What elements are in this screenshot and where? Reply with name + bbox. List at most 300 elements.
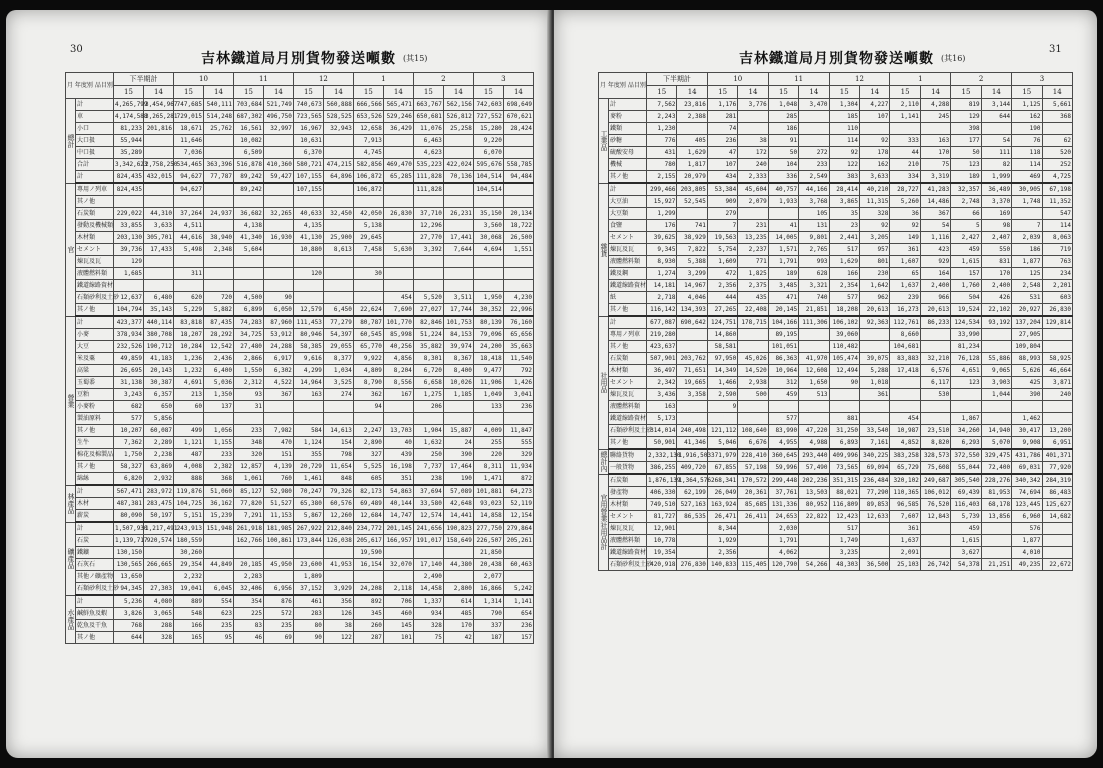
table-cell: 934: [413, 608, 443, 620]
table-row: [66, 571, 534, 583]
table-cell: [503, 571, 533, 583]
table-cell: 51,527: [263, 498, 293, 510]
table-cell: [859, 329, 889, 341]
table-cell: 163: [293, 389, 323, 401]
table-cell: 28,424: [503, 123, 533, 135]
table-cell: 644: [114, 632, 144, 644]
table-cell: 236,484: [859, 474, 889, 487]
table-cell: 690,642: [677, 316, 707, 329]
table-cell: 534,465: [173, 159, 203, 171]
table-cell: 1,929: [707, 535, 737, 547]
table-cell: 41,130: [293, 232, 323, 244]
table-cell: 64,896: [323, 171, 353, 184]
table-cell: [233, 196, 263, 208]
table-cell: 149: [890, 232, 920, 244]
table-cell: 3,627: [951, 547, 981, 559]
row-label: 聯絡貨物: [609, 449, 647, 462]
table-cell: 219,280: [647, 329, 677, 341]
table-cell: 3,358: [677, 389, 707, 401]
table-cell: 528,525: [323, 111, 353, 123]
table-cell: 54: [981, 135, 1011, 147]
table-cell: [443, 183, 473, 196]
table-cell: 36,682: [233, 208, 263, 220]
table-cell: 36,497: [647, 365, 677, 377]
table-cell: 53,912: [263, 329, 293, 341]
table-cell: 1,217,491: [144, 522, 174, 535]
table-cell: 1,426: [503, 377, 533, 389]
table-cell: 361: [890, 523, 920, 535]
table-cell: 50: [768, 147, 798, 159]
table-cell: 266,665: [144, 559, 174, 571]
section-label: 總計內: [600, 451, 608, 472]
table-cell: 677,087: [647, 316, 677, 329]
table-cell: [738, 111, 768, 123]
table-row: [599, 268, 1073, 280]
table-cell: 123: [951, 377, 981, 389]
table-cell: 57,198: [738, 462, 768, 475]
table-cell: 5,151: [173, 510, 203, 523]
table-cell: [951, 389, 981, 401]
table-cell: 81,727: [647, 511, 677, 523]
table-cell: 114: [1012, 159, 1042, 171]
table-cell: 7,458: [353, 244, 383, 256]
table-cell: 240,498: [677, 425, 707, 437]
table-cell: 76,160: [503, 316, 533, 329]
table-cell: 68,178: [981, 499, 1011, 511]
year-header: 15: [829, 86, 859, 99]
table-cell: 189: [768, 268, 798, 280]
table-cell: 41,283: [920, 183, 950, 196]
year-header: 15: [768, 86, 798, 99]
table-cell: 1,141: [890, 111, 920, 123]
month-header: 2: [413, 73, 473, 86]
table-cell: 4,008: [173, 461, 203, 473]
table-cell: [323, 196, 353, 208]
table-cell: 226,507: [473, 535, 503, 547]
table-row: [66, 292, 534, 304]
table-cell: 3,321: [799, 280, 829, 292]
table-cell: [677, 547, 707, 559]
table-cell: 1,791: [768, 256, 798, 268]
table-cell: 496,750: [263, 111, 293, 123]
row-label: 煉瓦及瓦: [609, 389, 647, 401]
table-cell: 203,130: [114, 232, 144, 244]
table-cell: [859, 401, 889, 413]
table-cell: 595,676: [473, 159, 503, 171]
table-cell: 101,770: [383, 316, 413, 329]
table-cell: 140,833: [707, 559, 737, 571]
table-cell: 11,153: [263, 510, 293, 523]
table-cell: 82,846: [413, 316, 443, 329]
table-cell: 44: [890, 147, 920, 159]
table-cell: [738, 535, 768, 547]
table-cell: 26,411: [738, 511, 768, 523]
table-cell: 46,664: [1042, 365, 1073, 377]
table-cell: 14,349: [707, 365, 737, 377]
row-label: 石炭類: [609, 353, 647, 365]
row-label: 鐵及鋼: [609, 268, 647, 280]
table-row: [599, 535, 1073, 547]
table-cell: [677, 329, 707, 341]
row-label: 木材: [76, 498, 114, 510]
table-cell: 163: [647, 401, 677, 413]
table-cell: 461: [293, 595, 323, 608]
table-cell: 23: [829, 220, 859, 232]
table-cell: 30: [353, 268, 383, 280]
row-label: 豆粕: [76, 389, 114, 401]
table-cell: 37,710: [413, 208, 443, 220]
table-cell: 4,694: [473, 244, 503, 256]
table-cell: 3,865: [829, 196, 859, 208]
table-cell: [829, 389, 859, 401]
table-row: [66, 183, 534, 196]
row-label: 玉蜀黍: [76, 377, 114, 389]
table-cell: 2,765: [799, 244, 829, 256]
row-label: 煉瓦及瓦: [76, 256, 114, 268]
table-cell: 5,236: [114, 595, 144, 608]
year-header: 15: [951, 86, 981, 99]
table-cell: 86,233: [920, 316, 950, 329]
table-row: [599, 111, 1073, 123]
section-label: 營業: [66, 316, 76, 485]
table-cell: 54: [920, 220, 950, 232]
table-cell: 6,463: [413, 135, 443, 147]
table-cell: 104,725: [173, 498, 203, 510]
table-cell: 165: [173, 632, 203, 644]
section-label: 水產品: [66, 595, 76, 644]
table-cell: 20,438: [473, 559, 503, 571]
table-cell: 18,722: [503, 220, 533, 232]
row-label: 大豆油: [609, 196, 647, 208]
row-label: 石炭: [76, 535, 114, 547]
table-cell: [890, 389, 920, 401]
table-cell: 582,856: [353, 159, 383, 171]
table-row: [599, 316, 1073, 329]
table-cell: 1,571: [768, 244, 798, 256]
table-cell: 212,840: [323, 522, 353, 535]
table-row: [599, 487, 1073, 499]
table-cell: [144, 196, 174, 208]
table-cell: 18,418: [473, 353, 503, 365]
table-cell: 17,418: [890, 365, 920, 377]
table-row: [66, 268, 534, 280]
table-cell: 520: [1042, 147, 1073, 159]
table-cell: 1,817: [677, 159, 707, 171]
table-cell: 131,336: [768, 499, 798, 511]
table-cell: 19,563: [707, 232, 737, 244]
table-cell: 50: [951, 147, 981, 159]
table-cell: [677, 413, 707, 425]
table-cell: 2,800: [443, 583, 473, 596]
table-cell: [443, 571, 473, 583]
table-cell: 819: [951, 99, 981, 111]
table-cell: [473, 256, 503, 268]
table-row: [66, 473, 534, 486]
table-cell: 42: [443, 632, 473, 644]
table-row: [66, 280, 534, 292]
table-cell: 1,116: [920, 232, 950, 244]
table-row: [599, 159, 1073, 171]
table-cell: [353, 256, 383, 268]
table-cell: 202,236: [799, 474, 829, 487]
table-cell: 74: [707, 123, 737, 135]
table-cell: 425: [1012, 377, 1042, 389]
table-cell: 472: [707, 268, 737, 280]
table-cell: 2,091: [890, 547, 920, 559]
table-cell: 5,242: [503, 583, 533, 596]
table-cell: 1,642: [859, 280, 889, 292]
table-row: [66, 99, 534, 111]
table-cell: 8,311: [473, 461, 503, 473]
table-cell: 962: [859, 292, 889, 304]
table-cell: 1,299: [647, 208, 677, 220]
row-label: 硫酸安母: [609, 147, 647, 159]
table-cell: 80,952: [799, 499, 829, 511]
table-cell: [473, 413, 503, 425]
table-cell: 39,060: [829, 329, 859, 341]
table-cell: 1,061: [233, 473, 263, 486]
table-cell: 241,656: [413, 522, 443, 535]
table-row: [66, 353, 534, 365]
table-cell: 1,615: [951, 535, 981, 547]
table-cell: 58,327: [114, 461, 144, 473]
table-cell: 1,615: [951, 256, 981, 268]
table-cell: 50,901: [647, 437, 677, 450]
table-cell: 101: [383, 632, 413, 644]
table-cell: 41,346: [677, 437, 707, 450]
table-cell: 14,613: [323, 425, 353, 437]
table-cell: [144, 280, 174, 292]
table-cell: 390: [443, 449, 473, 461]
table-cell: 30,417: [1012, 425, 1042, 437]
table-cell: 790: [473, 608, 503, 620]
row-label: 小麥粉: [76, 401, 114, 413]
table-cell: 111,453: [293, 316, 323, 329]
table-cell: 5,626: [1012, 365, 1042, 377]
table-cell: 44,166: [799, 183, 829, 196]
table-cell: 13,703: [383, 425, 413, 437]
table-cell: 9,908: [1012, 437, 1042, 450]
table-cell: 351: [383, 473, 413, 486]
table-cell: 383,258: [890, 449, 920, 462]
table-cell: 6,893: [829, 437, 859, 450]
table-cell: 469: [1012, 171, 1042, 184]
table-cell: 12,608: [799, 365, 829, 377]
table-cell: 305,701: [144, 232, 174, 244]
table-cell: 29,645: [353, 232, 383, 244]
table-cell: 1,125: [1012, 99, 1042, 111]
table-cell: 74,694: [1012, 487, 1042, 499]
table-cell: 471: [768, 292, 798, 304]
table-cell: 299,448: [768, 474, 798, 487]
table-cell: [799, 123, 829, 135]
table-cell: 1,809: [293, 571, 323, 583]
header-row-months: [66, 73, 534, 86]
table-row: [66, 401, 534, 413]
year-header: 15: [114, 86, 144, 99]
freight-table: [65, 72, 534, 644]
table-row: [66, 244, 534, 256]
row-label: 計: [609, 316, 647, 329]
table-cell: [323, 256, 353, 268]
table-cell: 89,195: [768, 329, 798, 341]
month-header: 3: [473, 73, 533, 86]
table-cell: 39,736: [114, 244, 144, 256]
table-cell: [413, 268, 443, 280]
table-cell: 698,649: [503, 99, 533, 111]
row-label: 其ノ他: [76, 304, 114, 317]
table-cell: 29,354: [173, 559, 203, 571]
row-label: 紙: [609, 292, 647, 304]
row-label: 石炭類: [76, 208, 114, 220]
table-cell: 1,461: [293, 473, 323, 486]
table-cell: 30,387: [144, 377, 174, 389]
table-cell: 23,510: [920, 425, 950, 437]
table-cell: [293, 280, 323, 292]
table-cell: [859, 523, 889, 535]
table-cell: 166: [173, 620, 203, 632]
table-cell: 157: [951, 268, 981, 280]
table-cell: 154: [323, 437, 353, 449]
table-cell: 11,934: [503, 461, 533, 473]
table-cell: 27,027: [413, 304, 443, 317]
table-cell: 238: [413, 473, 443, 486]
row-label: セメント: [76, 244, 114, 256]
table-cell: [173, 413, 203, 425]
table-cell: 89,853: [859, 499, 889, 511]
table-cell: 106,012: [920, 487, 950, 499]
header-row-years: [66, 86, 534, 99]
table-cell: 21,851: [799, 304, 829, 317]
table-cell: 110,482: [829, 341, 859, 353]
header-row-months: [599, 73, 1073, 86]
table-cell: 20,361: [738, 487, 768, 499]
table-cell: [323, 147, 353, 159]
table-row: [599, 135, 1073, 147]
table-cell: [503, 413, 533, 425]
row-label: 發產物: [609, 487, 647, 499]
table-cell: 65,380: [293, 498, 323, 510]
table-cell: 104,166: [768, 316, 798, 329]
table-cell: 20,927: [1012, 304, 1042, 317]
table-cell: [920, 547, 950, 559]
table-cell: 1,632: [413, 437, 443, 449]
table-cell: 423,377: [114, 316, 144, 329]
table-cell: 83,818: [173, 316, 203, 329]
table-cell: 8,660: [890, 329, 920, 341]
table-row: [599, 389, 1073, 401]
table-cell: 3,205: [859, 232, 889, 244]
table-cell: [981, 341, 1011, 353]
table-cell: 6,509: [233, 147, 263, 159]
table-cell: 9,477: [473, 365, 503, 377]
table-cell: 101,051: [768, 341, 798, 353]
table-cell: 824,435: [114, 183, 144, 196]
table-cell: 3,065: [144, 608, 174, 620]
table-cell: [1042, 523, 1073, 535]
table-row: [66, 425, 534, 437]
table-row: [66, 171, 534, 184]
table-cell: 54,397: [323, 329, 353, 341]
table-cell: [677, 523, 707, 535]
table-cell: 7,607: [890, 511, 920, 523]
table-cell: 176: [647, 220, 677, 232]
table-cell: 14,860: [707, 329, 737, 341]
table-cell: 250: [413, 449, 443, 461]
table-cell: [233, 280, 263, 292]
table-cell: 101,881: [473, 485, 503, 498]
table-cell: [263, 571, 293, 583]
table-cell: 30,068: [473, 232, 503, 244]
table-cell: 30,260: [173, 547, 203, 559]
table-cell: 577: [114, 413, 144, 425]
table-cell: 6,951: [1042, 437, 1073, 450]
table-cell: 25,258: [443, 123, 473, 135]
table-cell: [203, 147, 233, 159]
table-cell: 27,303: [144, 583, 174, 596]
table-row: [599, 280, 1073, 292]
row-label: 計: [76, 316, 114, 329]
table-cell: 9: [707, 401, 737, 413]
table-cell: 4,265,799: [114, 99, 144, 111]
row-label: 其ノ他: [76, 461, 114, 473]
table-cell: 267,922: [293, 522, 323, 535]
table-cell: 10,082: [233, 135, 263, 147]
table-cell: 170: [443, 620, 473, 632]
table-cell: 70,247: [293, 485, 323, 498]
table-cell: 82: [981, 159, 1011, 171]
table-cell: 205,261: [503, 535, 533, 547]
table-cell: 2,890: [353, 437, 383, 449]
table-cell: 24,208: [353, 583, 383, 596]
table-cell: [323, 220, 353, 232]
table-cell: 30,352: [473, 304, 503, 317]
table-cell: 2,243: [647, 111, 677, 123]
table-row: [66, 159, 534, 171]
table-cell: 2,932: [144, 473, 174, 486]
table-cell: 6,370: [293, 147, 323, 159]
table-cell: 406,330: [647, 487, 677, 499]
table-cell: 4,135: [293, 220, 323, 232]
table-cell: 1,176: [707, 99, 737, 111]
table-cell: [1042, 547, 1073, 559]
table-cell: 314,014: [647, 425, 677, 437]
table-cell: 87,435: [203, 316, 233, 329]
table-cell: 100,861: [263, 535, 293, 547]
table-cell: 190,823: [443, 522, 473, 535]
table-cell: 19,524: [951, 304, 981, 317]
year-header: 15: [233, 86, 263, 99]
table-cell: 1,750: [114, 449, 144, 461]
table-cell: 4,691: [173, 377, 203, 389]
table-cell: 3,470: [799, 99, 829, 111]
table-cell: 5,604: [233, 244, 263, 256]
row-label: 乾魚及干魚: [76, 620, 114, 632]
table-cell: [323, 401, 353, 413]
table-cell: 423: [920, 244, 950, 256]
row-label: 大豆: [76, 341, 114, 353]
table-cell: 16,930: [263, 232, 293, 244]
table-row: [66, 498, 534, 510]
table-cell: [799, 547, 829, 559]
table-cell: [203, 220, 233, 232]
table-cell: 513: [799, 389, 829, 401]
table-cell: 10,964: [768, 365, 798, 377]
table-cell: 69,094: [859, 462, 889, 475]
row-label: 專用ノ列車: [609, 329, 647, 341]
table-cell: 70,136: [443, 171, 473, 184]
table-cell: 2,155: [647, 171, 677, 184]
